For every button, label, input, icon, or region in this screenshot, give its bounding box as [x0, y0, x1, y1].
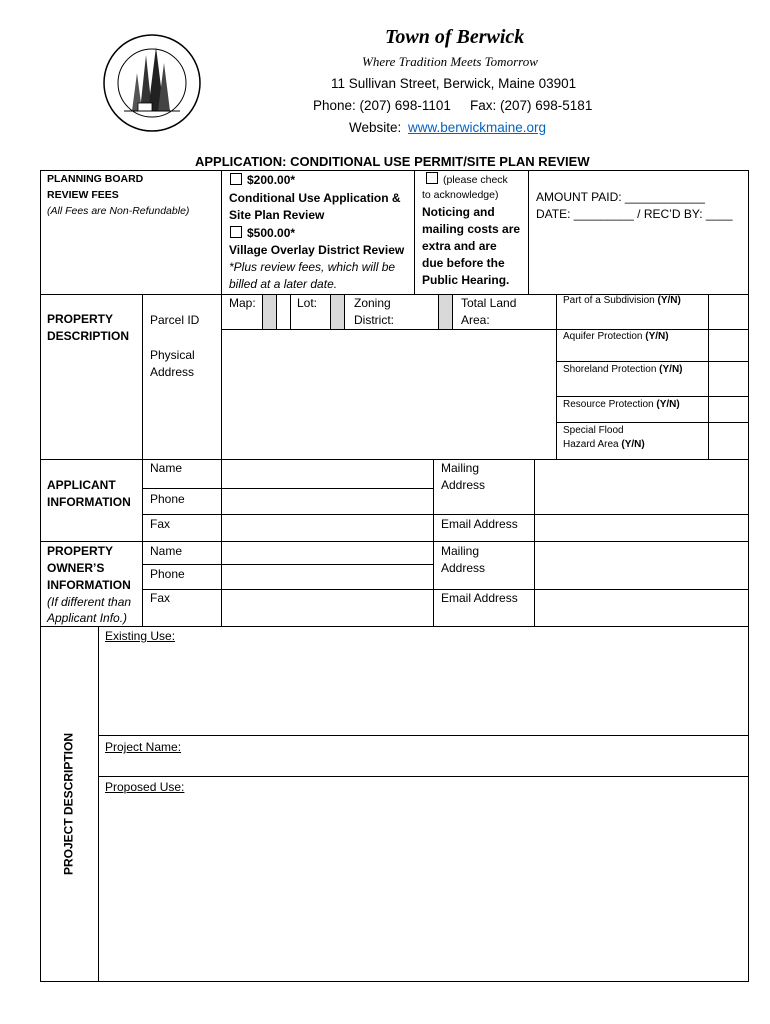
form-title: APPLICATION: CONDITIONAL USE PERMIT/SITE PLAN REVIEW: [195, 154, 590, 169]
owner-mailing-label-2: Address: [441, 561, 486, 575]
project-description-label: PROJECT DESCRIPTION: [61, 732, 76, 876]
zoning-label-2: District:: [354, 313, 394, 327]
owner-phone-label: Phone: [150, 567, 185, 581]
physical-address-label-1: Physical: [150, 348, 195, 362]
notice-1: Noticing and: [422, 205, 495, 219]
owner-label-4: (If different than: [47, 595, 132, 609]
applicant-phone-label: Phone: [150, 492, 185, 506]
fee-500-line: [230, 225, 295, 242]
resource-label: Resource Protection (Y/N): [563, 399, 680, 410]
applicant-email-label: Email Address: [441, 517, 518, 531]
fee-500-checkbox[interactable]: [230, 226, 242, 238]
project-name-label: Project Name:: [105, 740, 182, 754]
applicant-name-label: Name: [150, 461, 183, 475]
owner-name-label: Name: [150, 544, 183, 558]
existing-use-field[interactable]: [99, 646, 747, 734]
flood-label-2: Hazard Area (Y/N): [563, 439, 645, 450]
applicant-email-field[interactable]: [535, 515, 747, 540]
notice-4: due before the: [422, 256, 505, 270]
owner-mailing-label-1: Mailing: [441, 544, 480, 558]
fees-label-2: REVIEW FEES: [47, 189, 119, 201]
applicant-mailing-field[interactable]: [535, 460, 747, 513]
land-area-label-1: Total Land: [461, 296, 517, 310]
physical-address-label-2: Address: [150, 365, 195, 379]
subdivision-label: Part of a Subdivision (Y/N): [563, 295, 681, 306]
owner-label-3: INFORMATION: [47, 578, 131, 592]
fee-note-2: billed at a later date.: [229, 277, 338, 291]
town-tagline: Where Tradition Meets Tomorrow: [362, 54, 538, 69]
ack-line-2: to acknowledge): [422, 189, 499, 201]
notice-2: mailing costs are: [422, 222, 521, 236]
applicant-name-field[interactable]: [222, 460, 432, 487]
lot-label: Lot:: [297, 296, 318, 310]
owner-mailing-field[interactable]: [535, 542, 747, 588]
existing-use-label: Existing Use:: [105, 629, 176, 643]
fees-label-3: (All Fees are Non-Refundable): [47, 205, 190, 217]
date-recd[interactable]: DATE: _________ / REC’D BY: ____: [536, 207, 733, 221]
applicant-phone-field[interactable]: [222, 489, 432, 513]
website-label: Website:: [349, 120, 402, 135]
applicant-label-2: INFORMATION: [47, 495, 131, 509]
parcel-id-field[interactable]: [222, 330, 555, 458]
acknowledge-checkbox[interactable]: [426, 172, 438, 184]
owner-label-1: PROPERTY: [47, 544, 114, 558]
project-name-field[interactable]: [190, 737, 747, 775]
applicant-fax-field[interactable]: [222, 515, 432, 540]
fee-200-checkbox[interactable]: [230, 173, 242, 185]
owner-label-5: Applicant Info.): [47, 611, 128, 625]
owner-label-2: OWNER’S: [47, 561, 105, 575]
land-area-label-2: Area:: [461, 313, 490, 327]
fee-500-amount: $500.00*: [247, 226, 296, 240]
fee-500-desc: Village Overlay District Review: [229, 243, 405, 257]
owner-name-field[interactable]: [222, 542, 432, 563]
fee-200-line: [230, 172, 295, 189]
town-phone: Phone: (207) 698-1101: [313, 98, 451, 113]
ack-line: (please check: [426, 172, 508, 187]
applicant-fax-label: Fax: [150, 517, 171, 531]
map-label: Map:: [229, 296, 256, 310]
applicant-mailing-label-1: Mailing: [441, 461, 480, 475]
notice-5: Public Hearing.: [422, 273, 510, 287]
owner-email-label: Email Address: [441, 591, 518, 605]
fee-200-amount: $200.00*: [247, 173, 296, 187]
shoreland-label: Shoreland Protection (Y/N): [563, 364, 683, 375]
town-address: 11 Sullivan Street, Berwick, Maine 03901: [331, 76, 577, 91]
town-fax: Fax: (207) 698-5181: [470, 98, 593, 113]
parcel-id-label: Parcel ID: [150, 313, 200, 327]
town-name: Town of Berwick: [385, 26, 525, 48]
proposed-use-label: Proposed Use:: [105, 780, 185, 794]
owner-fax-field[interactable]: [222, 590, 432, 625]
applicant-mailing-label-2: Address: [441, 478, 486, 492]
amount-paid[interactable]: AMOUNT PAID: ____________: [536, 190, 705, 204]
fee-200-desc-1: Conditional Use Application &: [229, 191, 401, 205]
owner-phone-field[interactable]: [222, 565, 432, 588]
zoning-label-1: Zoning: [354, 296, 391, 310]
proposed-use-field[interactable]: [99, 797, 747, 979]
fee-200-desc-2: Site Plan Review: [229, 208, 325, 222]
property-label-1: PROPERTY: [47, 312, 114, 326]
notice-3: extra and are: [422, 239, 497, 253]
aquifer-label: Aquifer Protection (Y/N): [563, 331, 669, 342]
owner-email-field[interactable]: [535, 590, 747, 625]
fees-label-1: PLANNING BOARD: [47, 173, 144, 185]
website-link[interactable]: www.berwickmaine.org: [408, 120, 547, 135]
town-seal: [102, 33, 202, 133]
fee-note-1: *Plus review fees, which will be: [229, 260, 396, 274]
owner-fax-label: Fax: [150, 591, 171, 605]
property-label-2: DESCRIPTION: [47, 329, 130, 343]
applicant-label-1: APPLICANT: [47, 478, 116, 492]
flood-label-1: Special Flood: [563, 425, 624, 436]
